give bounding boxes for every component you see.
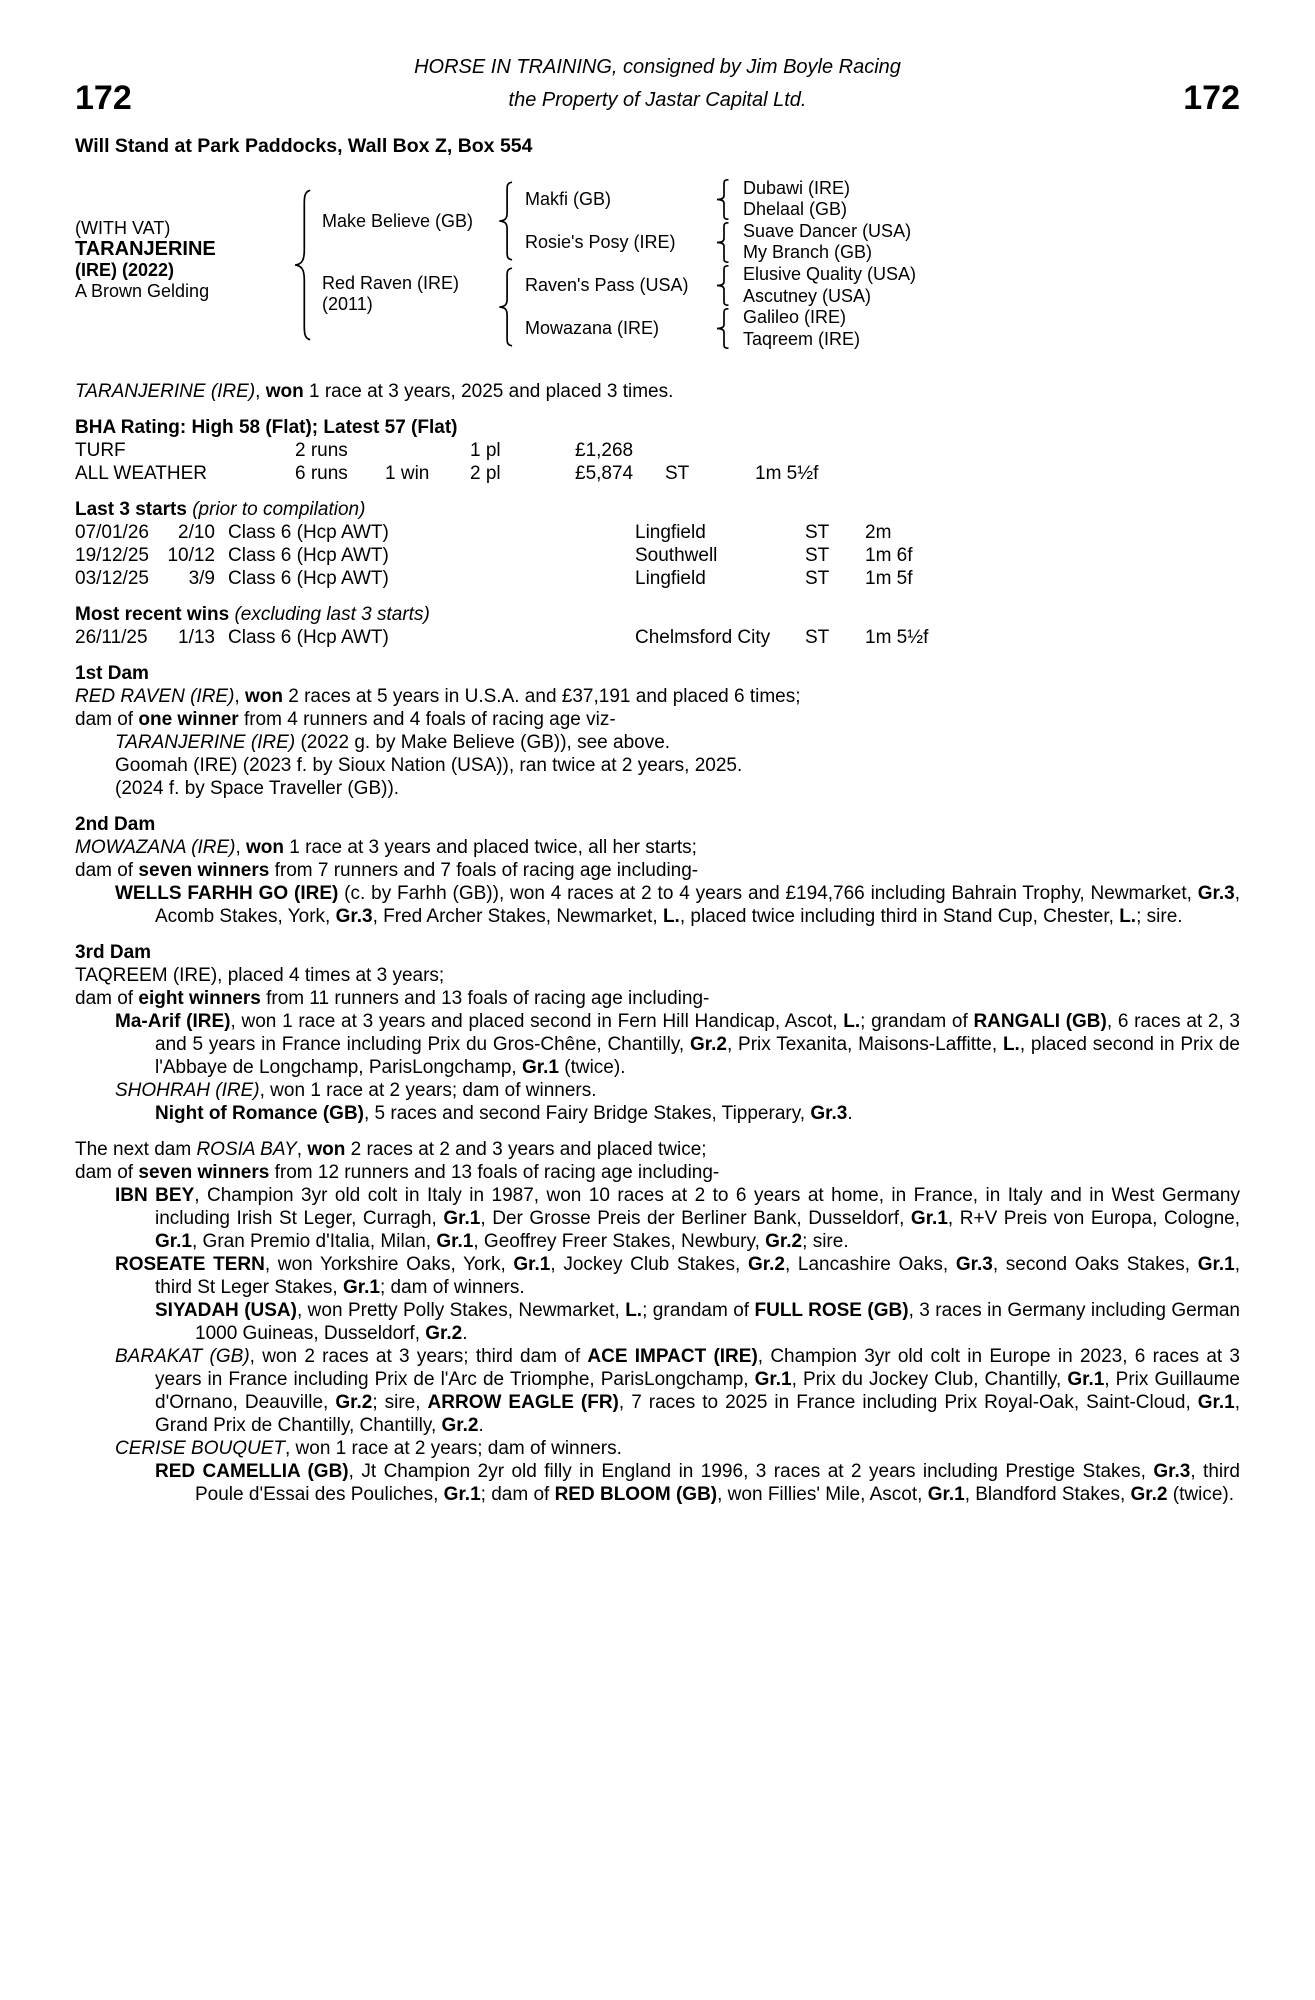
great-grandparent-1: Dubawi (IRE) bbox=[743, 178, 851, 198]
progeny-entry: BARAKAT (GB), won 2 races at 3 years; third dam of ACE IMPACT (IRE), Champion 3yr old colt in Europe in 2023, 6 races at 3 years in France including Prix de l'Arc de Triomphe, ParisLongchamp, Gr.1, Prix du Jockey Club, Chantilly, Gr.1, Prix Guillaume d'Ornano, Deauville, Gr.2; sire, ARROW EAGLE (FR), 7 races to 2025 in France including Prix Royal-Oak, Saint-Cloud, Gr.1, Grand Prix de Chantilly, Chantilly, Gr.2. bbox=[115, 1346, 1241, 1436]
racecourse: Southwell bbox=[635, 545, 718, 566]
great-grandparent-7: Galileo (IRE) bbox=[743, 307, 847, 327]
race-record-summary: TARANJERINE (IRE), won 1 race at 3 years, 2025 and placed 3 times. bbox=[75, 381, 674, 402]
dam-produce-intro: dam of seven winners from 7 runners and 7 foals of racing age including- bbox=[75, 860, 699, 881]
great-grandparent-3: Suave Dancer (USA) bbox=[743, 221, 912, 241]
great-grandparent-4: My Branch (GB) bbox=[743, 242, 873, 262]
progeny-entry: TARANJERINE (IRE) (2022 g. by Make Believe (GB)), see above. bbox=[115, 732, 671, 753]
lot-number-left: 172 bbox=[75, 79, 132, 117]
section-heading: 2nd Dam bbox=[75, 814, 156, 835]
next-dam-section bbox=[75, 1138, 1240, 1506]
surface-label: ALL WEATHER bbox=[75, 463, 207, 484]
horse-country-year: (IRE) (2022) bbox=[75, 260, 175, 280]
pedigree-chart bbox=[75, 178, 1240, 354]
first-dam-section bbox=[75, 662, 1240, 800]
start-row-2 bbox=[75, 544, 1240, 567]
race-class: Class 6 (Hcp AWT) bbox=[228, 568, 389, 589]
progeny-entry: IBN BEY, Champion 3yr old colt in Italy in 1987, won 10 races at 2 to 6 years at home, in France, in Italy and in West Germany including Irish St Leger, Curragh, Gr.1, Der Grosse Preis der Berliner Bank, Dusseldorf, Gr.1, R+V Preis von Europa, Cologne, Gr.1, Gran Premio d'Italia, Milan, Gr.1, Geoffrey Freer Stakes, Newbury, Gr.2; sire. bbox=[115, 1185, 1241, 1252]
header-lot-row bbox=[75, 79, 1240, 123]
property-line: the Property of Jastar Capital Ltd. bbox=[508, 89, 807, 111]
places-value: 1 pl bbox=[470, 440, 501, 461]
stand-location-line: Will Stand at Park Paddocks, Wall Box Z, Box 554 bbox=[75, 135, 533, 157]
start-row-1 bbox=[75, 521, 1240, 544]
sire-brace-icon bbox=[495, 181, 517, 261]
progeny-sub-entry: SIYADAH (USA), won Pretty Polly Stakes, Newmarket, L.; grandam of FULL ROSE (GB), 3 races in Germany including German 1000 Guineas, Dusseldorf, Gr.2. bbox=[155, 1300, 1240, 1344]
distance-value: 1m 5½f bbox=[755, 463, 819, 484]
consignor-line: HORSE IN TRAINING, consigned by Jim Boyle Racing bbox=[414, 56, 901, 78]
most-recent-wins-section bbox=[75, 603, 1240, 649]
main-brace-icon bbox=[290, 188, 316, 342]
places-value: 2 pl bbox=[470, 463, 501, 484]
progeny-entry: (2024 f. by Space Traveller (GB)). bbox=[115, 778, 400, 799]
going-value: ST bbox=[665, 463, 690, 484]
finish-position: 2/10 bbox=[178, 522, 215, 543]
dam-year: (2011) bbox=[322, 294, 373, 314]
granddam-2: Mowazana (IRE) bbox=[525, 318, 660, 338]
finish-position: 1/13 bbox=[178, 627, 215, 648]
going-code: ST bbox=[805, 545, 830, 566]
race-distance: 1m 5½f bbox=[865, 627, 929, 648]
bha-rating-section bbox=[75, 416, 1240, 485]
race-class: Class 6 (Hcp AWT) bbox=[228, 627, 389, 648]
distance-value bbox=[755, 439, 1240, 462]
dam-brace-icon bbox=[495, 267, 517, 347]
going-value bbox=[665, 439, 755, 462]
progeny-sub-entry: Night of Romance (GB), 5 races and second Fairy Bridge Stakes, Tipperary, Gr.3. bbox=[155, 1103, 853, 1124]
race-distance: 2m bbox=[865, 522, 892, 543]
great-grandparent-2: Dhelaal (GB) bbox=[743, 199, 848, 219]
surface-label: TURF bbox=[75, 440, 126, 461]
grandsire-2: Raven's Pass (USA) bbox=[525, 275, 689, 295]
grandsire-1: Makfi (GB) bbox=[525, 189, 612, 209]
runs-value: 2 runs bbox=[295, 440, 348, 461]
lot-number-right: 172 bbox=[1183, 79, 1240, 117]
third-dam-section bbox=[75, 941, 1240, 1125]
dam-produce-intro: dam of eight winners from 11 runners and 13 foals of racing age including- bbox=[75, 988, 710, 1009]
progeny-entry: Ma-Arif (IRE), won 1 race at 3 years and placed second in Fern Hill Handicap, Ascot, L.; grandam of RANGALI (GB), 6 races at 2, 3 and 5 years in France including Prix du Gros-Chêne, Chantilly, Gr.2, Prix Texanita, Maisons-Laffitte, L., placed second in Prix de l'Abbaye de Longchamp, ParisLongchamp, Gr.1 (twice). bbox=[115, 1011, 1241, 1078]
gg-brace-4-icon bbox=[713, 308, 733, 349]
start-row-3 bbox=[75, 567, 1240, 590]
going-code: ST bbox=[805, 522, 830, 543]
dam-record-paragraph: MOWAZANA (IRE), won 1 race at 3 years and placed twice, all her starts; bbox=[75, 837, 697, 858]
earnings-value: £1,268 bbox=[575, 440, 634, 461]
all-weather-record-row bbox=[75, 462, 1240, 485]
bha-rating-heading: BHA Rating: High 58 (Flat); Latest 57 (Flat) bbox=[75, 417, 458, 438]
vat-note: (WITH VAT) bbox=[75, 218, 171, 238]
racecourse: Chelmsford City bbox=[635, 627, 771, 648]
second-dam-section bbox=[75, 813, 1240, 928]
dam-record-paragraph: TAQREEM (IRE), placed 4 times at 3 years; bbox=[75, 965, 445, 986]
dam-name: Red Raven (IRE) bbox=[322, 273, 460, 293]
progeny-entry: SHOHRAH (IRE), won 1 race at 2 years; dam of winners. bbox=[115, 1080, 597, 1101]
race-date: 03/12/25 bbox=[75, 568, 149, 589]
race-class: Class 6 (Hcp AWT) bbox=[228, 522, 389, 543]
last-3-starts-section bbox=[75, 498, 1240, 590]
dam-record-paragraph: RED RAVEN (IRE), won 2 races at 5 years in U.S.A. and £37,191 and placed 6 times; bbox=[75, 686, 801, 707]
wins-value bbox=[385, 439, 470, 462]
horse-name: TARANJERINE bbox=[75, 238, 216, 260]
progeny-entry: CERISE BOUQUET, won 1 race at 2 years; dam of winners. bbox=[115, 1438, 622, 1459]
race-date: 26/11/25 bbox=[75, 627, 148, 648]
section-heading: 3rd Dam bbox=[75, 942, 152, 963]
runs-value: 6 runs bbox=[295, 463, 348, 484]
section-heading: 1st Dam bbox=[75, 663, 149, 684]
dam-produce-intro: dam of seven winners from 12 runners and 13 foals of racing age including- bbox=[75, 1162, 720, 1183]
racecourse: Lingfield bbox=[635, 522, 706, 543]
going-code: ST bbox=[805, 568, 830, 589]
progeny-sub-entry: RED CAMELLIA (GB), Jt Champion 2yr old filly in England in 1996, 3 races at 2 years including Prestige Stakes, Gr.3, third Poule d'Essai des Pouliches, Gr.1; dam of RED BLOOM (GB), won Fillies' Mile, Ascot, Gr.1, Blandford Stakes, Gr.2 (twice). bbox=[155, 1461, 1240, 1505]
last-3-starts-heading: Last 3 starts (prior to compilation) bbox=[75, 499, 366, 520]
wins-value: 1 win bbox=[385, 463, 430, 484]
finish-position: 3/9 bbox=[188, 568, 215, 589]
earnings-value: £5,874 bbox=[575, 463, 634, 484]
dam-record-paragraph: The next dam ROSIA BAY, won 2 races at 2 and 3 years and placed twice; bbox=[75, 1139, 707, 1160]
gg-brace-1-icon bbox=[713, 179, 733, 220]
great-grandparent-5: Elusive Quality (USA) bbox=[743, 264, 917, 284]
horse-identity-block bbox=[75, 218, 216, 302]
progeny-entry: Goomah (IRE) (2023 f. by Sioux Nation (USA)), ran twice at 2 years, 2025. bbox=[115, 755, 743, 776]
race-date: 19/12/25 bbox=[75, 545, 149, 566]
race-date: 07/01/26 bbox=[75, 522, 149, 543]
most-recent-wins-heading: Most recent wins (excluding last 3 starts) bbox=[75, 604, 430, 625]
win-row-1 bbox=[75, 626, 1240, 649]
gg-brace-2-icon bbox=[713, 222, 733, 263]
sire-name: Make Believe (GB) bbox=[322, 211, 474, 231]
race-distance: 1m 5f bbox=[865, 568, 913, 589]
racecourse: Lingfield bbox=[635, 568, 706, 589]
gg-brace-3-icon bbox=[713, 265, 733, 306]
progeny-entry: ROSEATE TERN, won Yorkshire Oaks, York, Gr.1, Jockey Club Stakes, Gr.2, Lancashire Oaks, Gr.3, second Oaks Stakes, Gr.1, third St Leger Stakes, Gr.1; dam of winners. bbox=[115, 1254, 1241, 1298]
going-code: ST bbox=[805, 627, 830, 648]
horse-color-sex: A Brown Gelding bbox=[75, 281, 210, 301]
dam-produce-intro: dam of one winner from 4 runners and 4 foals of racing age viz- bbox=[75, 709, 616, 730]
race-class: Class 6 (Hcp AWT) bbox=[228, 545, 389, 566]
page-header bbox=[75, 56, 1240, 158]
race-distance: 1m 6f bbox=[865, 545, 913, 566]
great-grandparent-8: Taqreem (IRE) bbox=[743, 329, 861, 349]
granddam-1: Rosie's Posy (IRE) bbox=[525, 232, 676, 252]
turf-record-row bbox=[75, 439, 1240, 462]
progeny-entry: WELLS FARHH GO (IRE) (c. by Farhh (GB)), won 4 races at 2 to 4 years and £194,766 including Bahrain Trophy, Newmarket, Gr.3, Acomb Stakes, York, Gr.3, Fred Archer Stakes, Newmarket, L., placed twice including third in Stand Cup, Chester, L.; sire. bbox=[115, 883, 1240, 927]
dam-block bbox=[322, 273, 459, 315]
great-grandparent-6: Ascutney (USA) bbox=[743, 286, 872, 306]
finish-position: 10/12 bbox=[167, 545, 215, 566]
